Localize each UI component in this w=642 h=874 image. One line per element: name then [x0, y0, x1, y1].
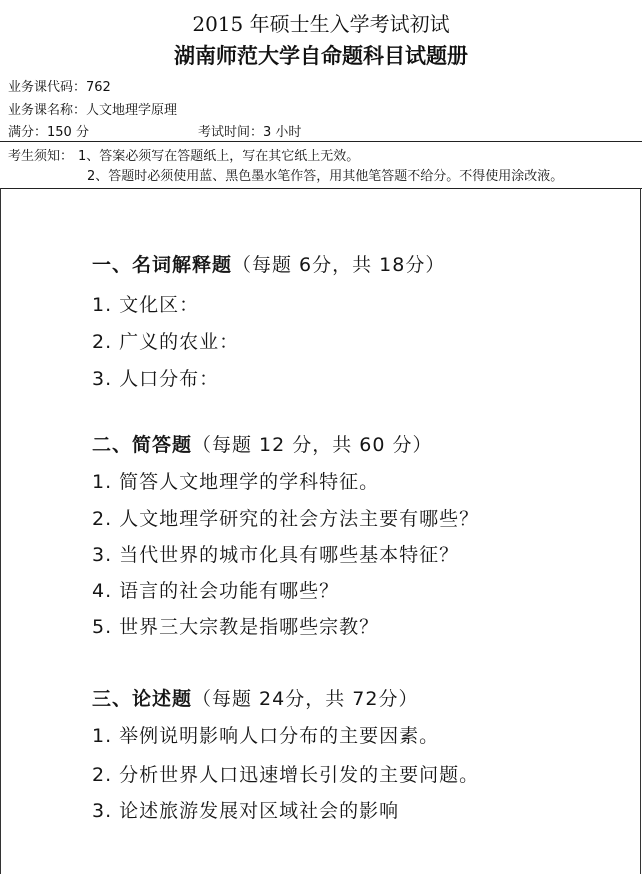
section-title: 三、论述题: [92, 688, 193, 710]
full-score: 满分：150 分: [8, 125, 89, 140]
exam-subtitle: 湖南师范大学自命题科目试题册: [174, 44, 468, 68]
section-title: 二、简答题: [92, 434, 193, 456]
section-note: （每题 24分，共 72分）: [192, 688, 419, 710]
section-heading: [92, 250, 445, 277]
course-name: 业务课名称：人文地理学原理: [8, 103, 178, 118]
question-item: 2. 分析世界人口迅速增长引发的主要问题。: [92, 764, 480, 786]
left-border: [0, 188, 1, 874]
notice-item-2: 2、答题时必须使用蓝、黑色墨水笔作答，用其他笔答题不给分。不得使用涂改液。: [87, 169, 564, 184]
right-border: [640, 188, 641, 874]
section-title: 一、名词解释题: [92, 254, 233, 276]
notice-label: 考生须知：: [8, 149, 74, 164]
question-item: 2. 人文地理学研究的社会方法主要有哪些？: [92, 508, 480, 530]
question-item: 3. 人口分布：: [92, 368, 220, 390]
question-item: 4. 语言的社会功能有哪些？: [92, 580, 340, 602]
question-item: 2. 广义的农业：: [92, 331, 240, 353]
question-item: 1. 简答人文地理学的学科特征。: [92, 471, 380, 493]
header-divider: [0, 141, 642, 142]
question-item: 1. 文化区：: [92, 294, 200, 316]
question-item: 3. 当代世界的城市化具有哪些基本特征？: [92, 544, 460, 566]
question-item: 5. 世界三大宗教是指哪些宗教？: [92, 616, 380, 638]
exam-duration: 考试时间：3 小时: [198, 125, 302, 140]
section-note: （每题 6分，共 18分）: [232, 254, 446, 276]
question-item: 3. 论述旅游发展对区域社会的影响: [92, 800, 400, 822]
section-heading: [92, 430, 433, 457]
question-item: 1. 举例说明影响人口分布的主要因素。: [92, 725, 440, 747]
notice-item-1: 1、答案必须写在答题纸上，写在其它纸上无效。: [78, 149, 360, 164]
section-heading: [92, 684, 418, 711]
section-note: （每题 12 分，共 60 分）: [192, 434, 433, 456]
course-code: 业务课代码：762: [8, 80, 111, 95]
exam-title: 2015 年硕士生入学考试初试: [192, 12, 450, 36]
notice-divider: [0, 188, 642, 189]
